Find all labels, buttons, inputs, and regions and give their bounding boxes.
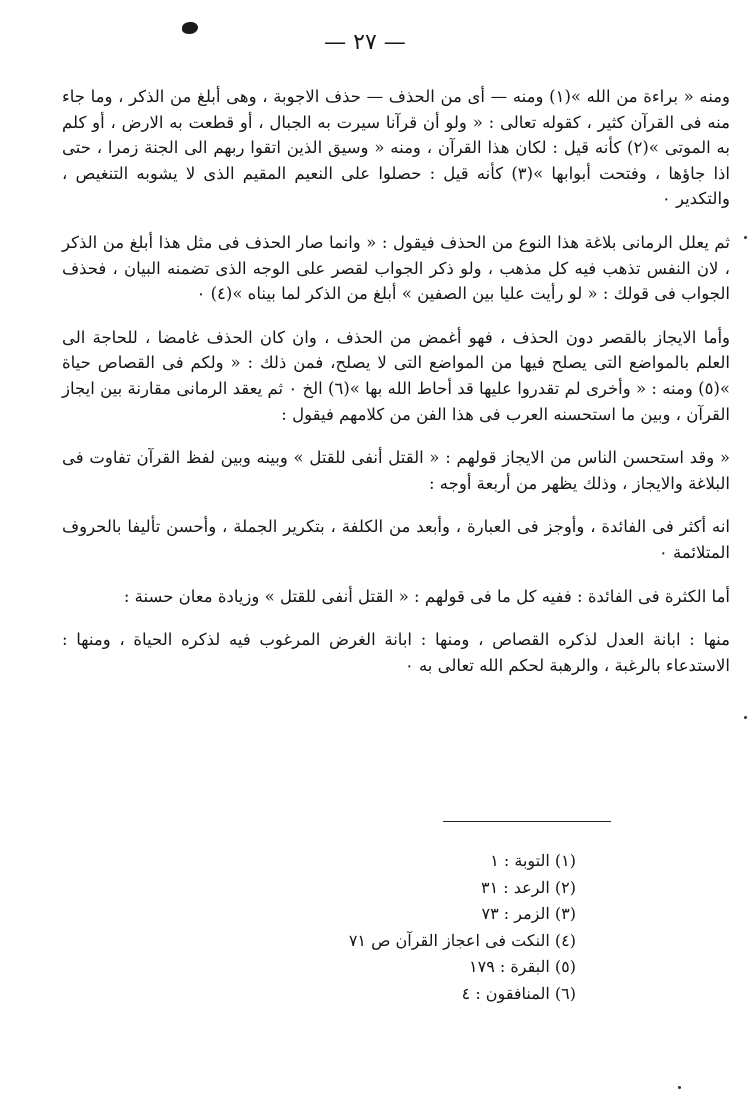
- paragraph-6: أما الكثرة فى الفائدة : ففيه كل ما فى قولهم : « القتل أنفى للقتل » وزيادة معان حسنة :: [123, 586, 730, 606]
- footnote-5: (٥) البقرة : ١٧٩: [469, 957, 576, 976]
- paragraph-5: انه أكثر فى الفائدة ، وأوجز فى العبارة ، وأبعد من الكلفة ، بتكرير الجملة ، وأحسن تأليفا بالحروف المتلائمة ٠: [62, 517, 730, 562]
- paragraph-3: وأما الايجاز بالقصر دون الحذف ، فهو أغمض من الحذف ، وان كان الحذف غامضا ، للحاجة الى العلم بالمواضع التى يصلح فيها من المواضع التى لا يصلح، فمن ذلك : « ولكم فى القصاص حياة »(٥) ومنه : « وأخرى لم تقدروا عليها قد أحاط الله بها »(٦) الخ ٠ ثم يعقد الرمانى مقارنة بين ايجاز القرآن ، وبين ما استحسنه العرب فى هذا الفن من كلامهم فيقول :: [62, 327, 730, 424]
- paragraph-7: منها : ابانة العدل لذكره القصاص ، ومنها : ابانة الغرض المرغوب فيه لذكره الحياة ، ومنها : الاستدعاء بالرغبة ، والرهبة لحكم الله تعالى به ٠: [62, 630, 730, 675]
- scan-speck: [678, 1086, 681, 1089]
- footnote-4: (٤) النكت فى اعجاز القرآن ص ٧١: [348, 930, 576, 950]
- footnote-6: (٦) المنافقون : ٤: [461, 983, 576, 1003]
- paragraph-4: « وقد استحسن الناس من الايجاز قولهم : « القتل أنفى للقتل » وبينه وبين لفظ القرآن تفاوت فى البلاغة والايجاز ، وذلك يظهر من أربعة أوجه :: [62, 448, 730, 493]
- footnote-divider: [443, 821, 611, 822]
- scan-speck: [744, 236, 747, 239]
- footnote-3: (٣) الزمر : ٧٣: [481, 904, 576, 923]
- page-number: — ٢٧ —: [324, 30, 406, 55]
- footnotes: [316, 848, 576, 1007]
- body-text: [62, 84, 730, 696]
- ink-mark: [182, 22, 198, 34]
- footnote-2: (٢) الرعد : ٣١: [480, 877, 576, 897]
- scan-speck: [744, 716, 747, 719]
- paragraph-1: ومنه « براءة من الله »(١) ومنه — أى من الحذف — حذف الاجوبة ، وهى أبلغ من الذكر ، وما جاء منه فى القرآن كثير ، كقوله تعالى : « ولو أن قرآنا سيرت به الجبال ، أو قطعت به الارض ، أو كلم به الموتى »(٢) كأنه قيل : لكان هذا القرآن ، ومنه « وسيق الذين اتقوا ربهم الى الجنة زمرا ، حتى اذا جاؤها ، وفتحت أبوابها »(٣) كأنه قيل : حصلوا على النعيم المقيم الذى لا يشوبه التنغيص ، والتكدير ٠: [62, 87, 730, 209]
- footnote-1: (١) التوبة : ١: [490, 851, 576, 870]
- paragraph-2: ثم يعلل الرمانى بلاغة هذا النوع من الحذف فيقول : « وانما صار الحذف فى مثل هذا أبلغ من الذكر ، لان النفس تذهب فيه كل مذهب ، ولو ذكر الجواب لقصر على الوجه الذى تضمنه البيان ، فحذف الجواب فى قولك : « لو رأيت عليا بين الصفين » أبلغ من الذكر لما بيناه »(٤) ٠: [62, 232, 730, 304]
